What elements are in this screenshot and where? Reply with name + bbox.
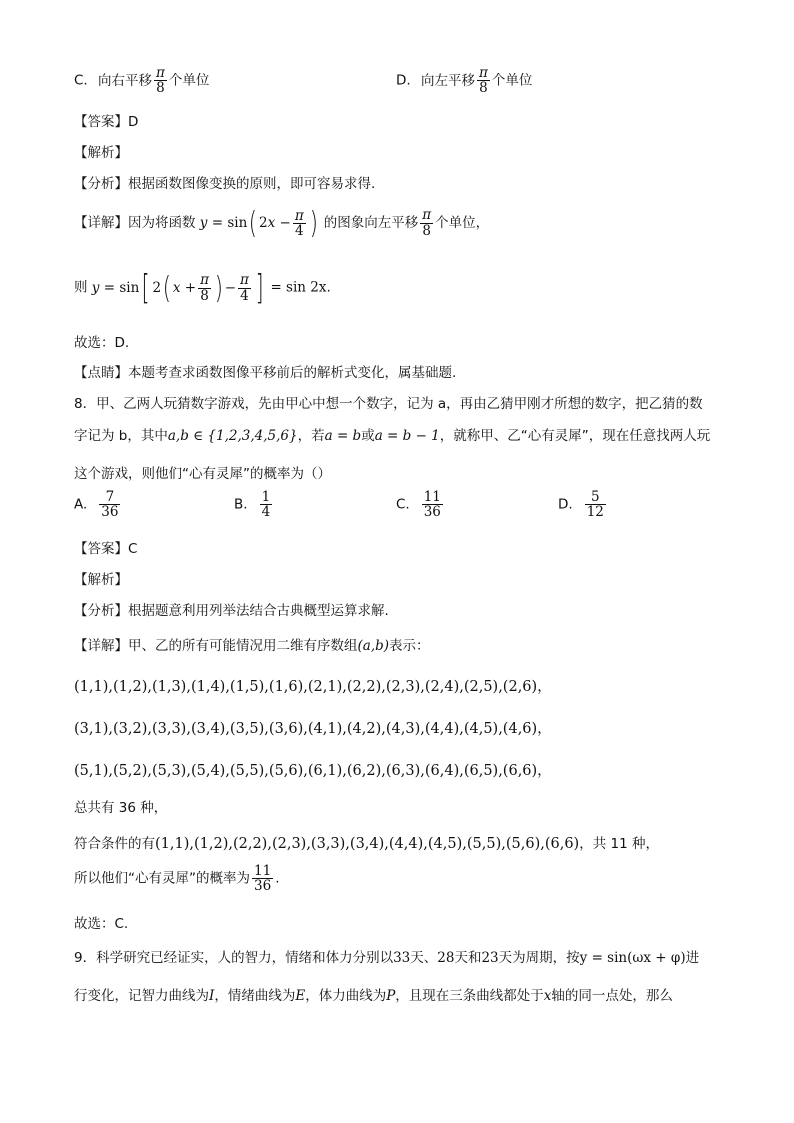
pair-notation: (a,b) — [357, 638, 390, 654]
fraction-numerator: π — [422, 207, 432, 224]
q7-xiangjie — [74, 206, 489, 241]
fraction-denominator: 8 — [477, 80, 490, 95]
option-label: C. — [74, 72, 88, 89]
fraction-numerator: 7 — [105, 489, 115, 505]
stem-text: ，且现在三条曲线都处于 — [395, 988, 544, 1004]
fraction-denominator: 36 — [101, 504, 119, 521]
stem-cond: a = b — [324, 428, 362, 444]
xiangjie-text-3: 个单位， — [435, 215, 490, 231]
stem-formula: y = sin(ωx + φ) — [579, 950, 686, 966]
stem-set: a,b ∈ {1,2,3,4,5,6} — [167, 428, 298, 444]
fraction — [422, 490, 443, 519]
q9-stem-line2 — [74, 984, 673, 1004]
q7-option-d — [396, 66, 532, 95]
q8-stem-line1: 8．甲、乙两人玩猜数字游戏，先由甲心中想一个数字，记为 a，再由乙猜甲刚才所想的数字，把乙猜的数 — [74, 396, 703, 412]
pairs-row-3: (5,1),(5,2),(5,3),(5,4),(5,5),(5,6),(6,1),(6,2),(6,3),(6,4),(6,5),(6,6)， — [74, 763, 552, 779]
stem-text: ，体力曲线为 — [305, 988, 387, 1004]
q8-option-a — [74, 490, 122, 519]
formula-result: = sin 2x — [270, 279, 327, 296]
q7-fenxi — [74, 172, 375, 192]
q7-guxuan: 故选：D. — [74, 335, 130, 351]
var-e: E — [295, 988, 306, 1004]
q7-analysis-tag: 【解析】 — [74, 145, 128, 161]
option-label: C. — [396, 496, 410, 513]
answer-tag: 【答案】 — [74, 541, 128, 557]
fraction-numerator: 11 — [423, 489, 441, 505]
pairs-row-2: (3,1),(3,2),(3,3),(3,4),(3,5),(3,6),(4,1),(4,2),(4,3),(4,4),(4,5),(4,6)， — [74, 721, 552, 737]
pairs-row-1: (1,1),(1,2),(1,3),(1,4),(1,5),(1,6),(2,1),(2,2),(2,3),(2,4),(2,5),(2,6)， — [74, 679, 552, 695]
xiangjie-tag: 【详解】 — [74, 638, 128, 654]
option-suffix: 个单位 — [491, 72, 533, 89]
stem-text: 行变化，记智力曲线为 — [74, 988, 209, 1004]
q8-probability — [74, 864, 279, 893]
stem-text: 天、 — [410, 950, 438, 966]
stem-number: 28 — [437, 950, 455, 966]
xiangjie-text: 因为将函数 — [128, 215, 196, 231]
fit-pairs: (1,1),(1,2),(2,2),(2,3),(3,3),(3,4),(4,4),(4,5),(5,5),(5,6),(6,6) — [155, 836, 580, 852]
option-text: 向左平移 — [420, 72, 475, 89]
option-label: D. — [396, 72, 411, 89]
stem-text: ，就称甲、乙“心有灵犀”，现在任意找两人玩 — [439, 428, 711, 444]
stem-text: 字记为 b，其中 — [74, 428, 168, 444]
q8-analysis-tag: 【解析】 — [74, 572, 128, 588]
option-text: 向右平移 — [98, 72, 153, 89]
option-label: A. — [74, 496, 88, 513]
q8-option-b — [234, 490, 274, 519]
fenxi-text: 根据题意利用列举法结合古典概型运算求解. — [128, 603, 389, 619]
fraction — [477, 66, 490, 95]
q8-option-c — [396, 490, 445, 519]
fraction-numerator: π — [156, 65, 165, 81]
stem-text: 天为周期，按 — [498, 950, 580, 966]
option-suffix: 个单位 — [168, 72, 210, 89]
fraction-numerator: 5 — [590, 489, 600, 505]
answer-value: D — [128, 114, 139, 130]
var-x: x — [543, 988, 552, 1004]
fenxi-text: 根据函数图像变换的原则，即可容易求得. — [128, 176, 376, 192]
fit-suffix: ，共 11 种， — [579, 836, 659, 852]
fraction-denominator: 4 — [261, 504, 271, 521]
xiangjie-text: 甲、乙的所有可能情况用二维有序数组 — [128, 638, 358, 654]
prob-end: . — [275, 870, 280, 887]
stem-text: 进 — [685, 950, 700, 966]
q8-guxuan: 故选：C. — [74, 916, 129, 932]
fraction — [99, 490, 120, 519]
option-label: B. — [234, 496, 248, 513]
stem-text: 或 — [361, 428, 375, 444]
q8-stem-line3: 这个游戏，则他们“心有灵犀”的概率为（） — [74, 466, 331, 482]
dianjing-text: 本题考查求函数图像平移前后的解析式变化，属基础题. — [128, 365, 457, 381]
xiangjie-tag: 【详解】 — [74, 215, 128, 231]
q8-option-d — [558, 490, 608, 519]
stem-text: ，若 — [297, 428, 325, 444]
fraction-numerator: π — [478, 65, 488, 81]
answer-tag: 【答案】 — [74, 114, 128, 130]
fraction-denominator: 8 — [420, 223, 433, 238]
q8-total: 总共有 36 种， — [74, 800, 168, 816]
q8-stem-line2 — [74, 424, 710, 444]
fraction — [260, 490, 273, 519]
stem-text: 9．科学研究已经证实，人的智力，情绪和体力分别以 — [74, 950, 394, 966]
q7-formula-line: 则 y = sin[ 2( x + $\frac{\pi}{8}$ ) − $\frac{\pi}{4}$ ] = sin 2x. — [74, 268, 331, 308]
stem-number: 23 — [481, 950, 499, 966]
q9-stem-line1 — [74, 946, 699, 966]
fenxi-tag: 【分析】 — [74, 603, 128, 619]
fraction-numerator: 11 — [254, 863, 272, 879]
xiangjie-text-2: 的图象向左平移 — [323, 215, 419, 231]
q7-dianjing — [74, 361, 456, 381]
option-label: D. — [558, 496, 573, 513]
ze-text: 则 — [74, 279, 88, 296]
fraction-numerator: 1 — [261, 489, 271, 505]
fraction — [252, 864, 273, 893]
xiangjie-text-2: 表示： — [389, 638, 430, 654]
fit-prefix: 符合条件的有 — [74, 836, 155, 852]
stem-text: 天和 — [454, 950, 482, 966]
fraction — [585, 490, 606, 519]
fenxi-tag: 【分析】 — [74, 176, 128, 192]
stem-number: 33 — [393, 950, 411, 966]
q7-option-c — [74, 66, 209, 95]
fraction-denominator: 36 — [254, 878, 272, 895]
q8-xiangjie — [74, 634, 430, 654]
fraction-denominator: 8 — [154, 80, 167, 95]
stem-cond: a = b − 1 — [374, 428, 440, 444]
formula-y-sin: y = sin( 2x − $\frac{\pi}{4}$ ) — [199, 206, 318, 241]
prob-prefix: 所以他们“心有灵犀”的概率为 — [74, 870, 250, 887]
q8-fenxi — [74, 599, 389, 619]
q8-answer — [74, 537, 137, 557]
answer-value: C — [128, 541, 138, 557]
stem-text: ，情绪曲线为 — [214, 988, 296, 1004]
formula-shifted: y = sin[ 2( x + $\frac{\pi}{8}$ ) − $\frac{\pi}{4}$ ] — [91, 268, 264, 308]
fraction — [420, 208, 433, 237]
var-p: P — [386, 988, 396, 1004]
fraction — [154, 66, 167, 95]
dianjing-tag: 【点睛】 — [74, 365, 128, 381]
q8-fit — [74, 832, 659, 852]
q7-answer — [74, 110, 138, 130]
stem-text: 轴的同一点处，那么 — [551, 988, 673, 1004]
fraction-denominator: 36 — [423, 504, 441, 521]
fraction-denominator: 12 — [586, 504, 604, 521]
var-i: I — [209, 988, 215, 1004]
